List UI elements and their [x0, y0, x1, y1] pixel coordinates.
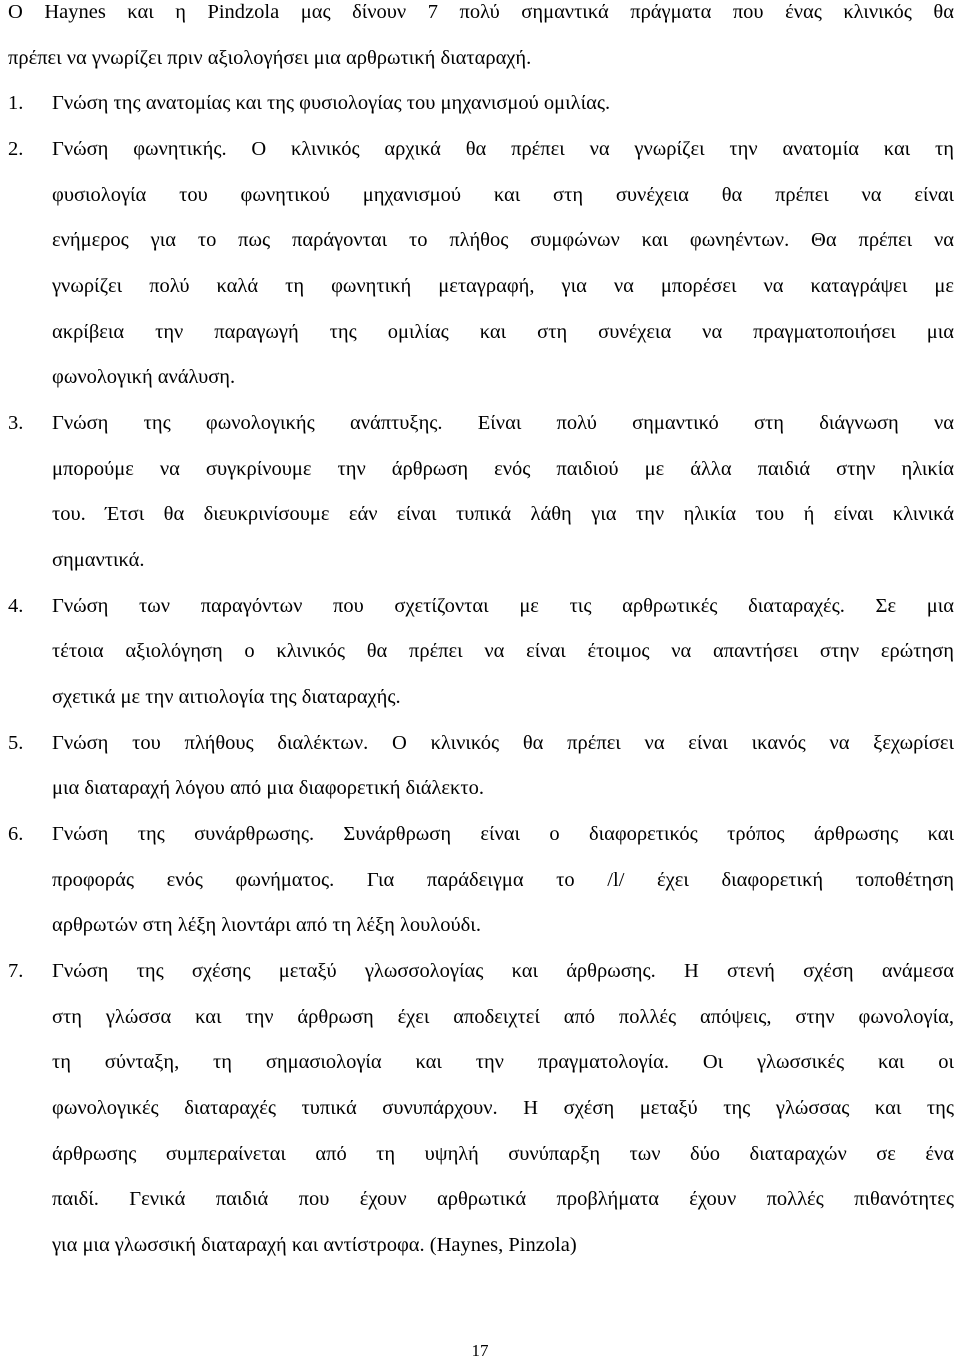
item-7-line: άρθρωσης συμπεραίνεται από τη υψηλή συνύπαρξη των δύο διαταραχών σε ένα	[52, 1143, 954, 1165]
item-4-first-line: Γνώση των παραγόντων που σχετίζονται με τις αρθρωτικές διαταραχές. Σε μια	[52, 595, 954, 617]
item-2-first-line: Γνώση φωνητικής. Ο κλινικός αρχικά θα πρέπει να γνωρίζει την ανατομία και τη	[52, 138, 954, 160]
item-7-line: τη σύνταξη, τη σημασιολογία και την πραγματολογία. Οι γλωσσικές και οι	[52, 1051, 954, 1073]
item-5-line: μια διαταραχή λόγου από μια διαφορετική διάλεκτο.	[52, 777, 484, 799]
page-number: 17	[471, 1341, 489, 1360]
item-5-first-line: Γνώση του πλήθους διαλέκτων. Ο κλινικός θα πρέπει να είναι ικανός να ξεχωρίσει	[52, 732, 954, 754]
intro-line-2: πρέπει να γνωρίζει πριν αξιολογήσει μια αρθρωτική διαταραχή.	[8, 47, 532, 69]
item-number-6: 6.	[8, 823, 24, 845]
item-3-line: σημαντικά.	[52, 549, 145, 571]
item-number-2: 2.	[8, 138, 24, 160]
intro-line-1: Ο Haynes και η Pindzola μας δίνουν 7 πολύ σημαντικά πράγματα που ένας κλινικός θα	[8, 1, 954, 23]
item-2-line: ακρίβεια την παραγωγή της ομιλίας και στη συνέχεια να πραγματοποιήσει μια	[52, 321, 954, 343]
item-number-5: 5.	[8, 732, 24, 754]
item-number-7: 7.	[8, 960, 24, 982]
item-3-first-line: Γνώση της φωνολογικής ανάπτυξης. Είναι πολύ σημαντικό στη διάγνωση να	[52, 412, 954, 434]
item-3-line: του. Έτσι θα διευκρινίσουμε εάν είναι τυπικά λάθη για την ηλικία του ή είναι κλινικά	[52, 503, 954, 525]
item-2-line: φυσιολογία του φωνητικού μηχανισμού και στη συνέχεια θα πρέπει να είναι	[52, 184, 954, 206]
item-7-line: για μια γλωσσική διαταραχή και αντίστροφα. (Haynes, Pinzola)	[52, 1234, 577, 1256]
item-7-line: παιδί. Γενικά παιδιά που έχουν αρθρωτικά προβλήματα έχουν πολλές πιθανότητες	[52, 1188, 954, 1210]
item-6-line: αρθρωτών στη λέξη λιοντάρι από τη λέξη λουλούδι.	[52, 914, 481, 936]
item-7-line: φωνολογικές διαταραχές τυπικά συνυπάρχουν. Η σχέση μεταξύ της γλώσσας και της	[52, 1097, 954, 1119]
item-2-line: ενήμερος για το πως παράγονται το πλήθος συμφώνων και φωνηέντων. Θα πρέπει να	[52, 229, 954, 251]
item-6-line: προφοράς ενός φωνήματος. Για παράδειγμα το /l/ έχει διαφορετική τοποθέτηση	[52, 869, 954, 891]
item-3-line: μπορούμε να συγκρίνουμε την άρθρωση ενός παιδιού με άλλα παιδιά στην ηλικία	[52, 458, 954, 480]
item-1-line-1: Γνώση της ανατομίας και της φυσιολογίας του μηχανισμού ομιλίας.	[52, 92, 611, 114]
item-2-line: φωνολογική ανάλυση.	[52, 366, 236, 388]
item-number-3: 3.	[8, 412, 24, 434]
item-number-4: 4.	[8, 595, 24, 617]
item-7-first-line: Γνώση της σχέσης μεταξύ γλωσσολογίας και άρθρωσης. Η στενή σχέση ανάμεσα	[52, 960, 954, 982]
item-number-1: 1.	[8, 92, 24, 114]
item-2-line: γνωρίζει πολύ καλά τη φωνητική μεταγραφή, για να μπορέσει να καταγράψει με	[52, 275, 954, 297]
item-6-first-line: Γνώση της συνάρθρωσης. Συνάρθρωση είναι ο διαφορετικός τρόπος άρθρωσης και	[52, 823, 954, 845]
item-4-line: τέτοια αξιολόγηση ο κλινικός θα πρέπει να είναι έτοιμος να απαντήσει στην ερώτηση	[52, 640, 954, 662]
item-4-line: σχετικά με την αιτιολογία της διαταραχής.	[52, 686, 401, 708]
item-7-line: στη γλώσσα και την άρθρωση έχει αποδειχτεί από πολλές απόψεις, στην φωνολογία,	[52, 1006, 954, 1028]
